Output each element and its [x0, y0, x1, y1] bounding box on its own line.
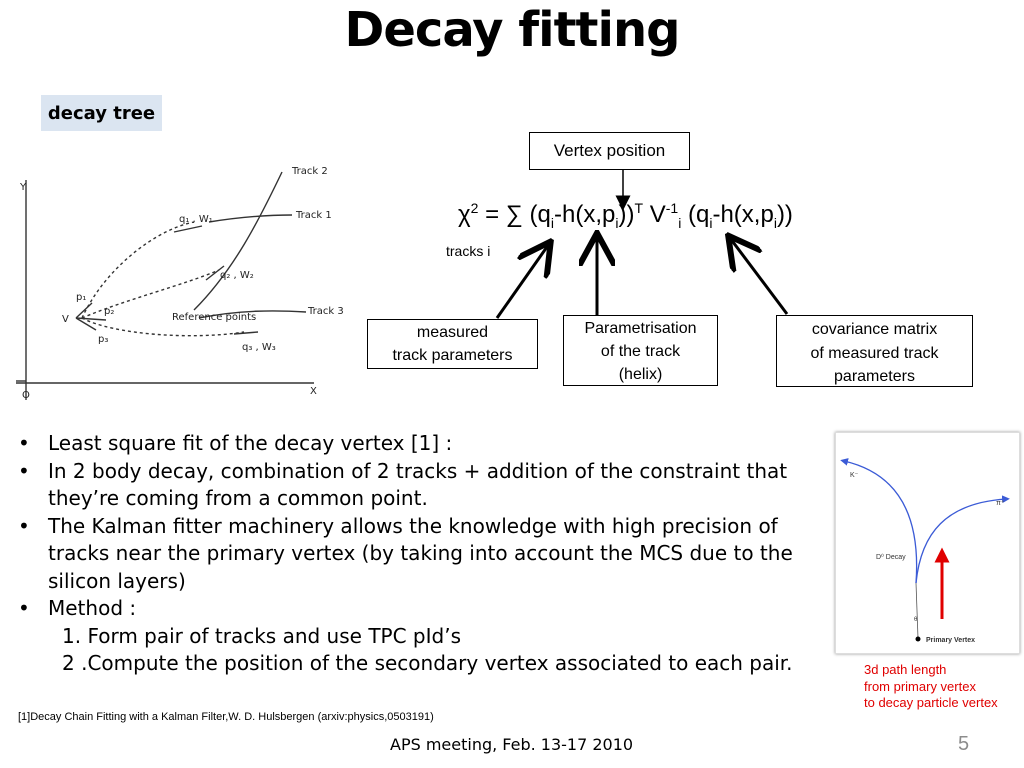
theta-label: θ	[914, 617, 918, 623]
primary-vertex-label: Primary Vertex	[926, 637, 976, 644]
d0-decay-svg	[836, 433, 1019, 653]
covariance-box: covariance matrix of measured track parameters	[776, 315, 973, 387]
method-step: 2 .Compute the position of the secondary vertex associated to each pair.	[62, 651, 793, 675]
method-step: 1. Form pair of tracks and use TPC pId’s	[62, 623, 461, 648]
x-axis-label: X	[310, 386, 317, 397]
p1-label: p₁	[76, 292, 87, 303]
decay-tree-tag: decay tree	[41, 95, 162, 131]
measured-box: measured track parameters	[367, 319, 538, 369]
footer-text: APS meeting, Feb. 13-17 2010	[390, 735, 634, 754]
chi-symbol: χ	[458, 201, 471, 228]
flight-line	[916, 583, 918, 638]
origin-label: O	[22, 390, 30, 401]
vertex-label: V	[62, 314, 69, 325]
path-length-note: 3d path length from primary vertex to decay particle vertex	[864, 662, 998, 710]
covariance-arrow	[730, 238, 787, 314]
q1-label: q₁ , W₁	[179, 214, 213, 225]
primary-vertex-dot	[916, 637, 921, 642]
track3-label: Track 3	[308, 306, 344, 317]
slide-title: Decay fitting	[344, 2, 680, 58]
parametrisation-box: Parametrisation of the track (helix)	[563, 315, 718, 386]
tracks-i-label: tracks i	[446, 243, 491, 259]
p3-label: p₃	[98, 334, 109, 345]
bullet-list	[18, 430, 828, 678]
reference-footnote: [1]Decay Chain Fitting with a Kalman Filter,W. D. Hulsbergen (arxiv:physics,0503191)	[18, 711, 434, 723]
p2-label: p₂	[104, 306, 115, 317]
pion-label: π⁺	[996, 500, 1005, 507]
y-axis-label: Y	[20, 182, 27, 193]
kaon-track	[844, 461, 917, 583]
d0-label: D⁰ Decay	[876, 554, 906, 561]
q3-label: q₃ , W₃	[242, 342, 276, 353]
pion-track	[916, 499, 1006, 583]
bullet-item: • Least square fit of the decay vertex [1] :	[18, 431, 453, 455]
track2-label: Track 2	[292, 166, 328, 177]
q2-label: q₂ , W₂	[220, 270, 254, 281]
chi2-formula: $\chi^2$ = ∑ $(q_i-h(x,p_i))^T$ $V^{-1}_i$ $(q_i-h(x,p_i))$	[458, 200, 793, 231]
page-number: 5	[958, 733, 970, 755]
measured-arrow	[497, 244, 549, 318]
vertex-position-box: Vertex position	[529, 132, 690, 170]
d0-decay-figure	[835, 432, 1020, 654]
bullet-item: • The Kalman fitter machinery allows the knowledge with high precision of tracks near the primary vertex (by taking into account the MCS due to the silicon layers)	[18, 513, 793, 593]
bullet-item: • Method :	[18, 596, 137, 620]
track1-label: Track 1	[296, 210, 332, 221]
reference-points-label: Reference points	[172, 312, 257, 323]
kaon-label: K⁻	[850, 472, 859, 479]
bullet-item: • In 2 body decay, combination of 2 tracks + addition of the constraint that they’re coming from a common point.	[18, 458, 788, 510]
